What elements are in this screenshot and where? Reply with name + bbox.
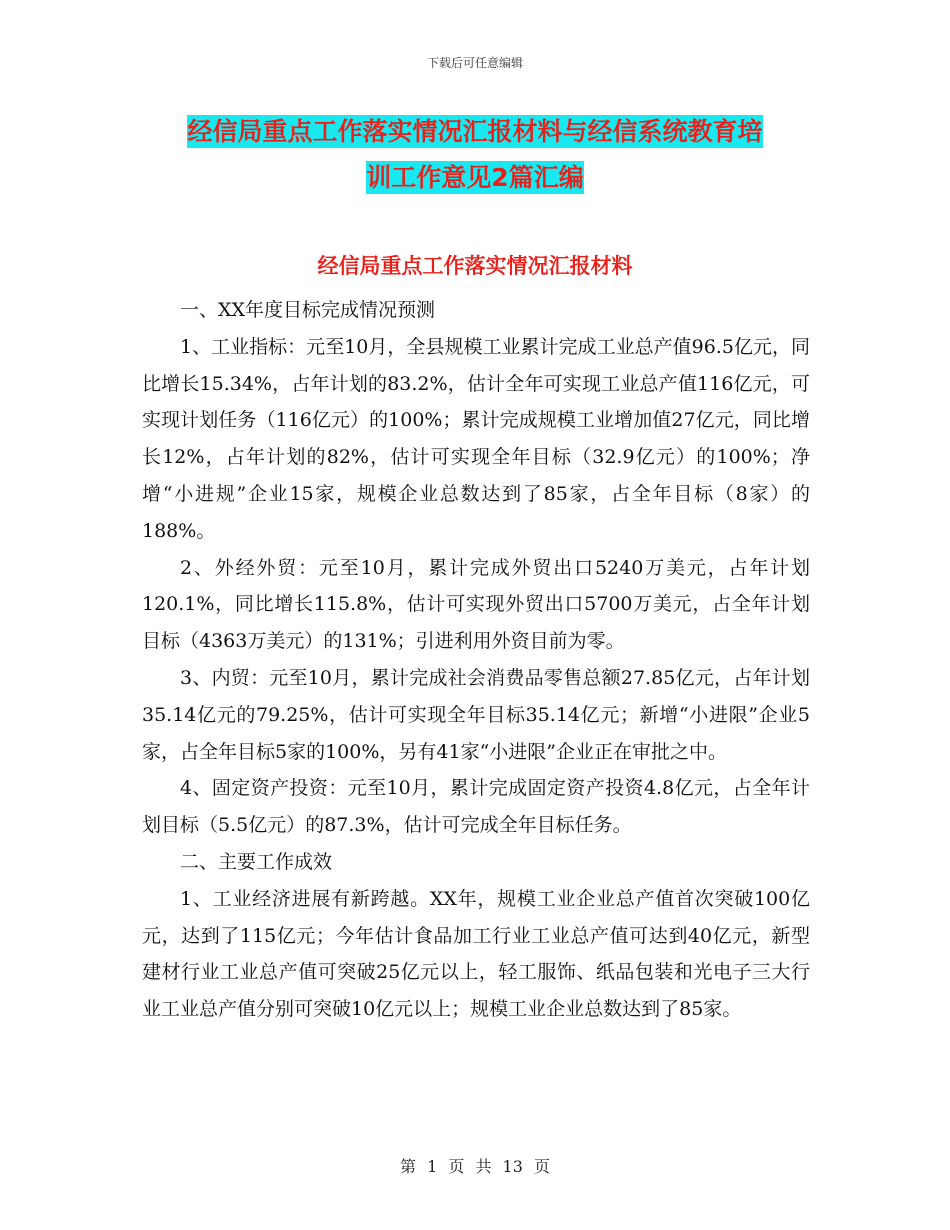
- document-title-text-1: 经信局重点工作落实情况汇报材料与经信系统教育培: [187, 117, 763, 146]
- document-title-line-2: [0, 158, 950, 194]
- document-body: [142, 292, 810, 1028]
- paragraph-fixed-investment: 4、固定资产投资：元至10月，累计完成固定资产投资4.8亿元，占全年计划目标（5.5亿元）的87.3%，估计可完成全年目标任务。: [142, 777, 810, 837]
- header-note: 下载后可任意编辑: [426, 56, 523, 70]
- document-title-text-2: 训工作意见2篇汇编: [366, 163, 584, 192]
- paragraph-foreign-trade: 2、外经外贸：元至10月，累计完成外贸出口5240万美元，占年计划120.1%，同比增长115.8%，估计可实现外贸出口5700万美元，占全年计划目标（4363万美元）的131%；引进利用外资目前为零。: [142, 556, 810, 653]
- document-title-line-1: [0, 112, 950, 148]
- paragraph-industrial-economy: 1、工业经济进展有新跨越。XX年，规模工业企业总产值首次突破100亿元，达到了115亿元；今年估计食品加工行业工业总产值可达到40亿元，新型建材行业工业总产值可突破25亿元以上，轻工服饰、纸品包装和光电子三大行业工业总产值分别可突破10亿元以上；规模工业企业总数达到了85家。: [142, 887, 810, 1021]
- paragraph-industry: 1、工业指标：元至10月，全县规模工业累计完成工业总产值96.5亿元，同比增长15.34%，占年计划的83.2%，估计全年可实现工业总产值116亿元，可实现计划任务（116亿元）的100%；累计完成规模工业增加值27亿元，同比增长12%，占年计划的82%，估计可实现全年目标（32.9亿元）的100%；净增“小进规”企业15家，规模企业总数达到了85家，占全年目标（8家）的188%。: [142, 335, 810, 542]
- page-number: 第 1 页 共 13 页: [400, 1157, 550, 1176]
- heading-targets: 一、XX年度目标完成情况预测: [180, 299, 436, 321]
- section-title: 经信局重点工作落实情况汇报材料: [317, 254, 633, 278]
- heading-achievements: 二、主要工作成效: [180, 850, 333, 873]
- paragraph-domestic-trade: 3、内贸：元至10月，累计完成社会消费品零售总额27.85亿元，占年计划35.14亿元的79.25%，估计可实现全年目标35.14亿元；新增“小进限”企业5家，占全年目标5家的100%，另有41家“小进限”企业正在审批之中。: [142, 666, 810, 763]
